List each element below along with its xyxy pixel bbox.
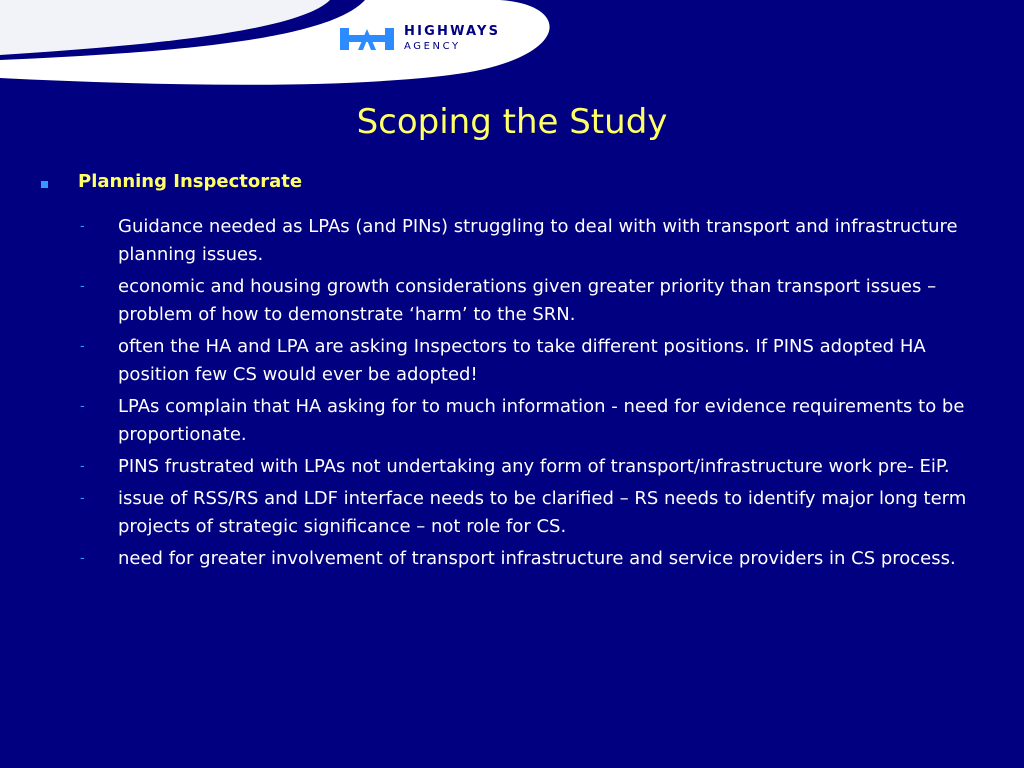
list-item <box>80 333 980 389</box>
logo-subname: AGENCY <box>404 41 461 52</box>
dash-bullet-icon: - <box>80 279 85 294</box>
bullet-square-icon <box>41 181 48 188</box>
dash-bullet-icon: - <box>80 339 85 354</box>
point-text: PINS frustrated with LPAs not undertaking any form of transport/infrastructure work pre- EiP. <box>118 456 950 477</box>
list-item <box>80 273 980 329</box>
dash-bullet-icon: - <box>80 491 85 506</box>
highways-agency-logo-icon <box>340 26 394 52</box>
dash-bullet-icon: - <box>80 399 85 414</box>
list-item <box>80 545 980 573</box>
point-text: economic and housing growth considerations given greater priority than transport issues – problem of how to demonstrate ‘harm’ to the SRN. <box>118 276 937 325</box>
dash-bullet-icon: - <box>80 551 85 566</box>
point-text: issue of RSS/RS and LDF interface needs to be clarified – RS needs to identify major long term projects of strategic significance – not role for CS. <box>118 488 967 537</box>
dash-bullet-icon: - <box>80 219 85 234</box>
list-item <box>80 213 980 269</box>
point-text: LPAs complain that HA asking for to much information - need for evidence requirements to be proportionate. <box>118 396 965 445</box>
slide-title: Scoping the Study <box>356 102 668 142</box>
list-item <box>80 453 980 481</box>
dash-bullet-icon: - <box>80 459 85 474</box>
point-text: Guidance needed as LPAs (and PINs) struggling to deal with with transport and infrastructure planning issues. <box>118 216 958 265</box>
header-swoosh-graphic <box>0 0 560 90</box>
list-item <box>80 485 980 541</box>
point-text: often the HA and LPA are asking Inspectors to take different positions. If PINS adopted HA position few CS would ever be adopted! <box>118 336 926 385</box>
point-text: need for greater involvement of transport infrastructure and service providers in CS process. <box>118 548 956 569</box>
section-heading: Planning Inspectorate <box>78 171 303 192</box>
list-item <box>80 393 980 449</box>
logo-name: HIGHWAYS <box>404 24 501 39</box>
point-list <box>80 213 980 577</box>
